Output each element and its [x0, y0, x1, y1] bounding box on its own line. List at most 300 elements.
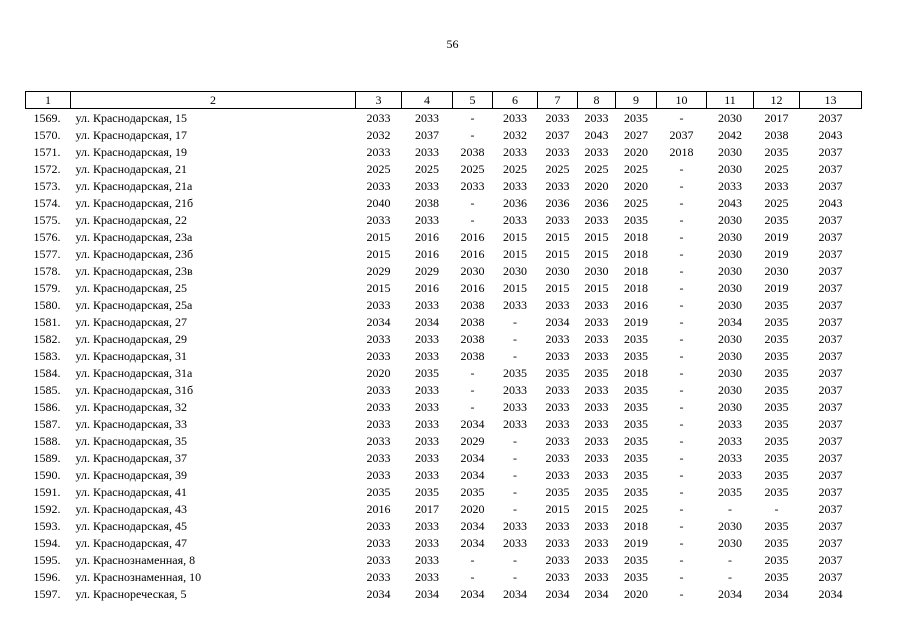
year-cell: 2030 — [718, 246, 742, 261]
year-cell: 2033 — [415, 178, 439, 193]
year-cell: 2033 — [415, 518, 439, 533]
column-header: 11 — [707, 92, 754, 109]
year-cell: - — [679, 348, 684, 363]
year-cell: 2037 — [818, 297, 843, 312]
year-cell: 2033 — [584, 297, 609, 312]
table-row — [26, 262, 862, 279]
year-cell: 2033 — [366, 348, 391, 363]
year-cell: 2033 — [366, 382, 391, 397]
year-cell: 2018 — [624, 263, 648, 278]
year-cell: - — [679, 416, 684, 431]
table-row — [26, 126, 862, 143]
table-row — [26, 364, 862, 381]
table-row — [26, 211, 862, 228]
year-cell: 2033 — [584, 433, 609, 448]
year-cell: 2015 — [545, 246, 570, 261]
year-cell: 2034 — [545, 314, 570, 329]
year-cell: 2037 — [818, 246, 843, 261]
year-cell: - — [679, 161, 684, 176]
year-cell: 2025 — [366, 161, 391, 176]
year-cell: - — [513, 433, 517, 448]
year-cell: 2038 — [460, 331, 485, 346]
row-number-cell: 1590. — [33, 467, 61, 482]
year-cell: 2034 — [503, 586, 527, 601]
row-number-cell: 1579. — [33, 280, 61, 295]
year-cell: 2030 — [718, 348, 742, 363]
year-cell: - — [679, 569, 684, 584]
year-cell: 2035 — [624, 484, 648, 499]
year-cell: 2037 — [818, 331, 843, 346]
year-cell: 2033 — [366, 518, 391, 533]
year-cell: 2037 — [669, 127, 694, 142]
year-cell: 2035 — [764, 467, 789, 482]
year-cell: 2020 — [624, 144, 648, 159]
table-row — [26, 279, 862, 296]
year-cell: 2034 — [460, 535, 485, 550]
year-cell: 2035 — [545, 484, 570, 499]
year-cell: 2033 — [415, 144, 439, 159]
row-number-cell: 1571. — [33, 144, 61, 159]
year-cell: 2033 — [415, 569, 439, 584]
year-cell: 2035 — [764, 484, 789, 499]
year-cell: 2033 — [415, 433, 439, 448]
year-cell: - — [679, 501, 684, 516]
year-cell: - — [513, 331, 517, 346]
year-cell: - — [679, 331, 684, 346]
housing-registry-table — [25, 91, 862, 602]
year-cell: 2035 — [415, 365, 439, 380]
year-cell: 2033 — [584, 314, 609, 329]
year-cell: 2037 — [818, 178, 843, 193]
table-header-row — [26, 92, 862, 109]
year-cell: 2034 — [460, 518, 485, 533]
year-cell: 2035 — [764, 314, 789, 329]
row-number-cell: 1572. — [33, 161, 61, 176]
year-cell: - — [470, 382, 475, 397]
year-cell: 2020 — [624, 586, 648, 601]
year-cell: 2033 — [503, 399, 527, 414]
year-cell: - — [513, 450, 517, 465]
year-cell: 2015 — [503, 246, 527, 261]
year-cell: 2033 — [545, 467, 570, 482]
year-cell: 2035 — [764, 433, 789, 448]
year-cell: 2033 — [584, 399, 609, 414]
year-cell: 2035 — [503, 365, 527, 380]
year-cell: 2030 — [718, 518, 742, 533]
address-cell: ул. Краснореческая, 5 — [75, 586, 187, 601]
year-cell: 2016 — [624, 297, 648, 312]
year-cell: 2033 — [764, 178, 789, 193]
year-cell: 2033 — [584, 450, 609, 465]
year-cell: 2025 — [545, 161, 570, 176]
year-cell: 2015 — [584, 280, 609, 295]
year-cell: 2033 — [366, 110, 391, 125]
year-cell: 2032 — [503, 127, 527, 142]
address-cell: ул. Краснодарская, 37 — [75, 450, 187, 465]
year-cell: 2030 — [718, 161, 742, 176]
table-row — [26, 160, 862, 177]
year-cell: 2035 — [764, 348, 789, 363]
table-row — [26, 517, 862, 534]
address-cell: ул. Краснодарская, 45 — [75, 518, 187, 533]
year-cell: 2033 — [584, 348, 609, 363]
year-cell: 2016 — [460, 229, 485, 244]
year-cell: 2033 — [545, 569, 570, 584]
year-cell: 2033 — [718, 467, 742, 482]
column-header: 1 — [26, 92, 71, 109]
address-cell: ул. Краснодарская, 25 — [75, 280, 187, 295]
address-cell: ул. Краснодарская, 25а — [75, 297, 193, 312]
year-cell: 2033 — [415, 450, 439, 465]
year-cell: 2034 — [460, 416, 485, 431]
address-cell: ул. Краснодарская, 31 — [75, 348, 187, 363]
year-cell: 2034 — [718, 586, 742, 601]
year-cell: 2037 — [818, 212, 843, 227]
year-cell: 2033 — [545, 518, 570, 533]
year-cell: - — [470, 110, 475, 125]
year-cell: 2016 — [415, 246, 439, 261]
year-cell: 2037 — [818, 110, 843, 125]
year-cell: - — [728, 569, 732, 584]
year-cell: 2037 — [818, 484, 843, 499]
year-cell: 2020 — [584, 178, 609, 193]
year-cell: - — [679, 110, 684, 125]
year-cell: 2019 — [624, 314, 648, 329]
year-cell: 2037 — [818, 161, 843, 176]
year-cell: 2033 — [415, 331, 439, 346]
year-cell: 2033 — [503, 535, 527, 550]
year-cell: 2033 — [718, 433, 742, 448]
year-cell: - — [774, 501, 779, 516]
year-cell: 2033 — [584, 518, 609, 533]
year-cell: 2037 — [818, 280, 843, 295]
year-cell: 2025 — [764, 195, 789, 210]
year-cell: 2035 — [460, 484, 485, 499]
year-cell: 2043 — [818, 127, 843, 142]
address-cell: ул. Краснодарская, 41 — [75, 484, 187, 499]
year-cell: 2035 — [764, 297, 789, 312]
year-cell: 2030 — [718, 535, 742, 550]
table-row — [26, 585, 862, 602]
year-cell: - — [513, 484, 517, 499]
year-cell: 2018 — [669, 144, 694, 159]
year-cell: 2019 — [764, 246, 789, 261]
year-cell: 2029 — [460, 433, 485, 448]
year-cell: 2033 — [366, 467, 391, 482]
year-cell: 2030 — [718, 212, 742, 227]
year-cell: - — [679, 195, 684, 210]
year-cell: 2033 — [503, 382, 527, 397]
year-cell: 2033 — [415, 212, 439, 227]
year-cell: 2034 — [545, 586, 570, 601]
year-cell: 2016 — [460, 280, 485, 295]
year-cell: - — [679, 467, 684, 482]
row-number-cell: 1592. — [33, 501, 61, 516]
year-cell: 2025 — [584, 161, 609, 176]
year-cell: 2033 — [366, 331, 391, 346]
year-cell: - — [679, 535, 684, 550]
year-cell: - — [470, 552, 475, 567]
year-cell: 2015 — [584, 501, 609, 516]
year-cell: 2030 — [718, 297, 742, 312]
address-cell: ул. Краснодарская, 23б — [75, 246, 194, 261]
year-cell: 2033 — [545, 399, 570, 414]
year-cell: 2015 — [545, 280, 570, 295]
year-cell: 2036 — [503, 195, 527, 210]
year-cell: 2016 — [415, 280, 439, 295]
year-cell: - — [679, 518, 684, 533]
row-number-cell: 1593. — [33, 518, 61, 533]
year-cell: 2025 — [415, 161, 439, 176]
year-cell: 2025 — [624, 195, 648, 210]
year-cell: - — [679, 297, 684, 312]
year-cell: 2037 — [818, 382, 843, 397]
table-row — [26, 500, 862, 517]
year-cell: 2033 — [415, 467, 439, 482]
table-row — [26, 313, 862, 330]
year-cell: 2033 — [584, 144, 609, 159]
year-cell: 2035 — [584, 365, 609, 380]
year-cell: 2033 — [366, 212, 391, 227]
year-cell: 2020 — [460, 501, 485, 516]
table-row — [26, 466, 862, 483]
column-header: 8 — [578, 92, 616, 109]
year-cell: - — [679, 365, 684, 380]
year-cell: 2033 — [366, 433, 391, 448]
table-row — [26, 551, 862, 568]
year-cell: - — [679, 382, 684, 397]
address-cell: ул. Краснодарская, 33 — [75, 416, 187, 431]
year-cell: 2035 — [764, 144, 789, 159]
year-cell: 2033 — [584, 212, 609, 227]
year-cell: 2016 — [366, 501, 391, 516]
year-cell: 2035 — [545, 365, 570, 380]
year-cell: 2037 — [818, 263, 843, 278]
year-cell: 2019 — [764, 280, 789, 295]
year-cell: 2034 — [584, 586, 609, 601]
year-cell: - — [679, 450, 684, 465]
year-cell: 2030 — [718, 280, 742, 295]
year-cell: 2017 — [415, 501, 439, 516]
row-number-cell: 1580. — [33, 297, 61, 312]
table-row — [26, 483, 862, 500]
row-number-cell: 1587. — [33, 416, 61, 431]
year-cell: 2035 — [764, 552, 789, 567]
year-cell: 2030 — [545, 263, 570, 278]
year-cell: 2030 — [584, 263, 609, 278]
year-cell: 2029 — [366, 263, 391, 278]
year-cell: - — [679, 314, 684, 329]
year-cell: 2015 — [545, 229, 570, 244]
year-cell: 2033 — [366, 450, 391, 465]
year-cell: 2037 — [818, 416, 843, 431]
address-cell: ул. Краснодарская, 27 — [75, 314, 187, 329]
year-cell: 2030 — [718, 382, 742, 397]
year-cell: 2043 — [718, 195, 742, 210]
year-cell: 2016 — [460, 246, 485, 261]
year-cell: 2015 — [584, 246, 609, 261]
year-cell: 2034 — [718, 314, 742, 329]
year-cell: 2036 — [545, 195, 570, 210]
year-cell: 2030 — [718, 144, 742, 159]
table-row — [26, 330, 862, 347]
table-row — [26, 143, 862, 160]
year-cell: 2033 — [584, 467, 609, 482]
row-number-cell: 1583. — [33, 348, 61, 363]
row-number-cell: 1574. — [33, 195, 61, 210]
year-cell: 2035 — [624, 467, 648, 482]
year-cell: 2033 — [415, 297, 439, 312]
table-row — [26, 568, 862, 585]
address-cell: ул. Краснодарская, 29 — [75, 331, 187, 346]
year-cell: 2033 — [584, 331, 609, 346]
year-cell: 2034 — [366, 586, 391, 601]
year-cell: 2037 — [818, 552, 843, 567]
year-cell: - — [679, 178, 684, 193]
year-cell: 2033 — [415, 552, 439, 567]
year-cell: 2033 — [584, 535, 609, 550]
year-cell: 2030 — [460, 263, 485, 278]
year-cell: 2035 — [584, 484, 609, 499]
year-cell: 2036 — [584, 195, 609, 210]
year-cell: 2033 — [366, 569, 391, 584]
column-header: 3 — [356, 92, 402, 109]
year-cell: 2025 — [764, 161, 789, 176]
table-row — [26, 228, 862, 245]
year-cell: 2035 — [764, 365, 789, 380]
year-cell: - — [679, 552, 684, 567]
year-cell: 2037 — [818, 518, 843, 533]
year-cell: 2035 — [764, 416, 789, 431]
address-cell: ул. Краснодарская, 19 — [75, 144, 187, 159]
year-cell: 2033 — [366, 399, 391, 414]
year-cell: - — [679, 263, 684, 278]
year-cell: 2030 — [503, 263, 527, 278]
year-cell: 2033 — [503, 178, 527, 193]
year-cell: 2035 — [624, 569, 648, 584]
year-cell: - — [679, 280, 684, 295]
year-cell: 2037 — [818, 144, 843, 159]
year-cell: 2018 — [624, 229, 648, 244]
year-cell: 2016 — [415, 229, 439, 244]
year-cell: 2032 — [366, 127, 391, 142]
year-cell: 2030 — [718, 365, 742, 380]
year-cell: 2038 — [460, 144, 485, 159]
row-number-cell: 1588. — [33, 433, 61, 448]
row-number-cell: 1576. — [33, 229, 61, 244]
year-cell: 2020 — [624, 178, 648, 193]
year-cell: 2033 — [545, 416, 570, 431]
table-row — [26, 177, 862, 194]
table-row — [26, 245, 862, 262]
table-row — [26, 381, 862, 398]
year-cell: - — [513, 348, 517, 363]
year-cell: 2033 — [415, 348, 439, 363]
year-cell: 2037 — [818, 229, 843, 244]
column-header: 12 — [754, 92, 800, 109]
year-cell: - — [513, 569, 517, 584]
year-cell: 2033 — [545, 178, 570, 193]
year-cell: 2037 — [545, 127, 570, 142]
year-cell: 2033 — [584, 569, 609, 584]
year-cell: 2035 — [624, 416, 648, 431]
year-cell: 2033 — [718, 178, 742, 193]
address-cell: ул. Краснодарская, 31б — [75, 382, 194, 397]
year-cell: 2037 — [818, 314, 843, 329]
row-number-cell: 1589. — [33, 450, 61, 465]
year-cell: 2035 — [624, 382, 648, 397]
address-cell: ул. Краснодарская, 17 — [75, 127, 187, 142]
year-cell: 2035 — [415, 484, 439, 499]
year-cell: - — [679, 586, 684, 601]
year-cell: 2033 — [545, 348, 570, 363]
year-cell: 2027 — [624, 127, 648, 142]
year-cell: - — [728, 552, 732, 567]
row-number-cell: 1597. — [33, 586, 61, 601]
year-cell: 2033 — [366, 552, 391, 567]
year-cell: 2037 — [818, 501, 843, 516]
row-number-cell: 1594. — [33, 535, 61, 550]
column-header: 6 — [493, 92, 538, 109]
year-cell: 2033 — [545, 144, 570, 159]
year-cell: 2033 — [503, 416, 527, 431]
year-cell: 2025 — [624, 501, 648, 516]
year-cell: 2033 — [503, 518, 527, 533]
year-cell: 2033 — [460, 178, 485, 193]
address-cell: ул. Краснодарская, 21 — [75, 161, 187, 176]
year-cell: 2030 — [718, 263, 742, 278]
year-cell: - — [679, 484, 684, 499]
year-cell: 2025 — [460, 161, 485, 176]
year-cell: 2025 — [503, 161, 527, 176]
year-cell: 2019 — [764, 229, 789, 244]
year-cell: 2038 — [460, 314, 485, 329]
year-cell: 2034 — [818, 586, 843, 601]
row-number-cell: 1582. — [33, 331, 61, 346]
column-header: 2 — [71, 92, 356, 109]
year-cell: 2035 — [764, 569, 789, 584]
year-cell: 2033 — [718, 416, 742, 431]
year-cell: 2015 — [366, 229, 391, 244]
year-cell: 2030 — [718, 331, 742, 346]
year-cell: 2038 — [415, 195, 439, 210]
year-cell: 2037 — [818, 399, 843, 414]
year-cell: 2035 — [624, 348, 648, 363]
year-cell: 2025 — [624, 161, 648, 176]
year-cell: 2015 — [545, 501, 570, 516]
year-cell: 2033 — [415, 416, 439, 431]
address-cell: ул. Краснознаменная, 8 — [75, 552, 196, 567]
year-cell: 2035 — [764, 382, 789, 397]
year-cell: 2035 — [624, 399, 648, 414]
row-number-cell: 1573. — [33, 178, 61, 193]
year-cell: 2034 — [460, 586, 485, 601]
year-cell: 2015 — [366, 246, 391, 261]
year-cell: 2042 — [718, 127, 742, 142]
year-cell: 2033 — [545, 433, 570, 448]
year-cell: - — [679, 229, 684, 244]
page-number: 56 — [446, 37, 459, 51]
address-cell: ул. Краснодарская, 31а — [75, 365, 193, 380]
year-cell: 2018 — [624, 246, 648, 261]
table-row — [26, 109, 862, 127]
year-cell: 2037 — [818, 365, 843, 380]
table-row — [26, 534, 862, 551]
address-cell: ул. Краснодарская, 23в — [75, 263, 193, 278]
year-cell: 2043 — [584, 127, 609, 142]
address-cell: ул. Краснодарская, 22 — [75, 212, 187, 227]
year-cell: 2015 — [584, 229, 609, 244]
